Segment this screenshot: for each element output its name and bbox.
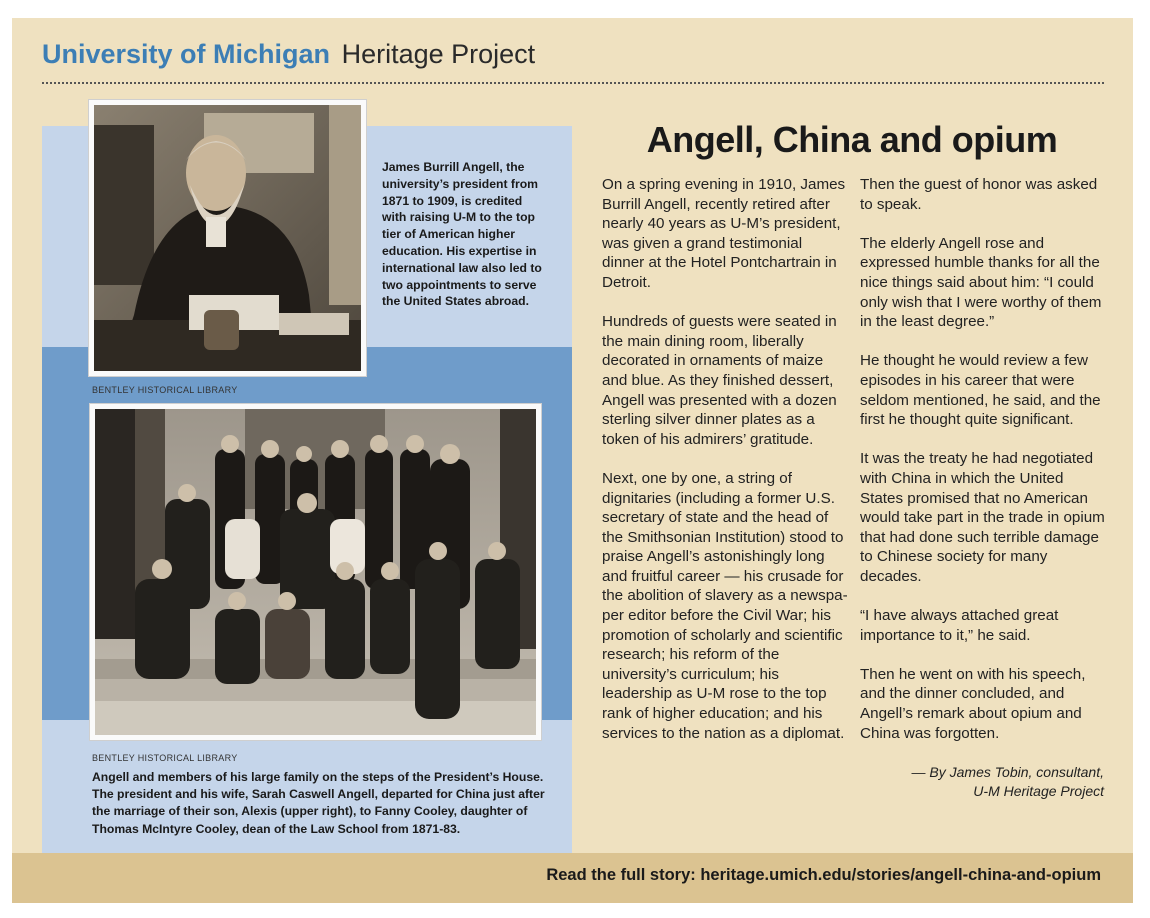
footer-bar — [12, 853, 1133, 903]
signature-line: U-M Heritage Project — [973, 783, 1104, 800]
brand-subtitle: Heritage Project — [341, 39, 536, 69]
heritage-page — [12, 18, 1133, 903]
portrait-caption: James Burrill Angell, the university’s president from 1871 to 1909, is credited with raising U-M to the top tier of American higher education. His expertise in international law also led to two appointments to serve the United States abroad. — [382, 160, 542, 309]
article-column-1 — [602, 175, 848, 763]
family-credit: BENTLEY HISTORICAL LIBRARY — [92, 753, 238, 763]
portrait-image — [94, 105, 361, 371]
article-paragraph: Then he went on with his speech, and the dinner concluded, and Angell’s remark about opium and China was forgotten. — [860, 665, 1086, 742]
page-header — [42, 36, 535, 72]
full-story-link[interactable]: Read the full story: heritage.umich.edu/stories/angell-china-and-opium — [546, 866, 1101, 884]
author-signature — [860, 763, 1108, 802]
signature-line: — By James Tobin, consultant, — [911, 763, 1104, 780]
article-paragraph: He thought he would review a few episodes in his career that were seldom mentioned, he said, and the first he thought quite significant. — [860, 352, 1101, 429]
article-headline: Angell, China and opium — [646, 119, 1058, 160]
portrait-photo — [89, 100, 366, 376]
article-paragraph: “I have always attached great importance to it,” he said. — [860, 607, 1059, 644]
family-image — [95, 409, 536, 735]
article-column-2 — [860, 175, 1108, 802]
article-paragraph: Hundreds of guests were seated in the main dining room, liberally decorated in ornaments of maize and blue. As they finished dessert, Angell was presented with a dozen sterling silver dinner plates as a token of his admirers’ gratitude. — [602, 313, 837, 448]
article-paragraph: Then the guest of honor was asked to speak. — [860, 176, 1098, 213]
header-divider — [42, 82, 1104, 84]
brand-name: University of Michigan — [42, 39, 331, 69]
portrait-credit: BENTLEY HISTORICAL LIBRARY — [92, 385, 238, 395]
family-caption: Angell and members of his large family on the steps of the President’s House. The president and his wife, Sarah Caswell Angell, departed for China just after the marriage of their son, Alexis (upper right), to Fanny Cooley, daughter of Thomas McIntyre Cooley, dean of the Law School from 1871-83. — [92, 770, 545, 836]
article-paragraph: Next, one by one, a string of dignitaries (including a former U.S. secretary of state and the head of the Smithsonian Institution) stood to praise Angell’s astonishingly long and fruitful career — his crusade for the abolition of slavery as a newspaper editor before the Civil War; his promotion of scholarly and scientific research; his reform of the university’s curriculum; his leadership as U-M rose to the top rank of higher education; and his services to the nation as a diplomat. — [602, 469, 848, 742]
article-paragraph: It was the treaty he had negotiated with China in which the United States promised that no American would take part in the trade in opium that had done such terrible damage to Chinese society for many decades. — [860, 450, 1105, 585]
article-paragraph: The elderly Angell rose and expressed humble thanks for all the nice things said about him: “I could only wish that I were worthy of them in the least degree.” — [860, 234, 1102, 331]
family-photo — [90, 404, 541, 740]
article-paragraph: On a spring evening in 1910, James Burrill Angell, recently retired after nearly 40 years as U-M’s president, was given a grand testimonial dinner at the Hotel Pontchartrain in Detroit. — [602, 176, 846, 291]
